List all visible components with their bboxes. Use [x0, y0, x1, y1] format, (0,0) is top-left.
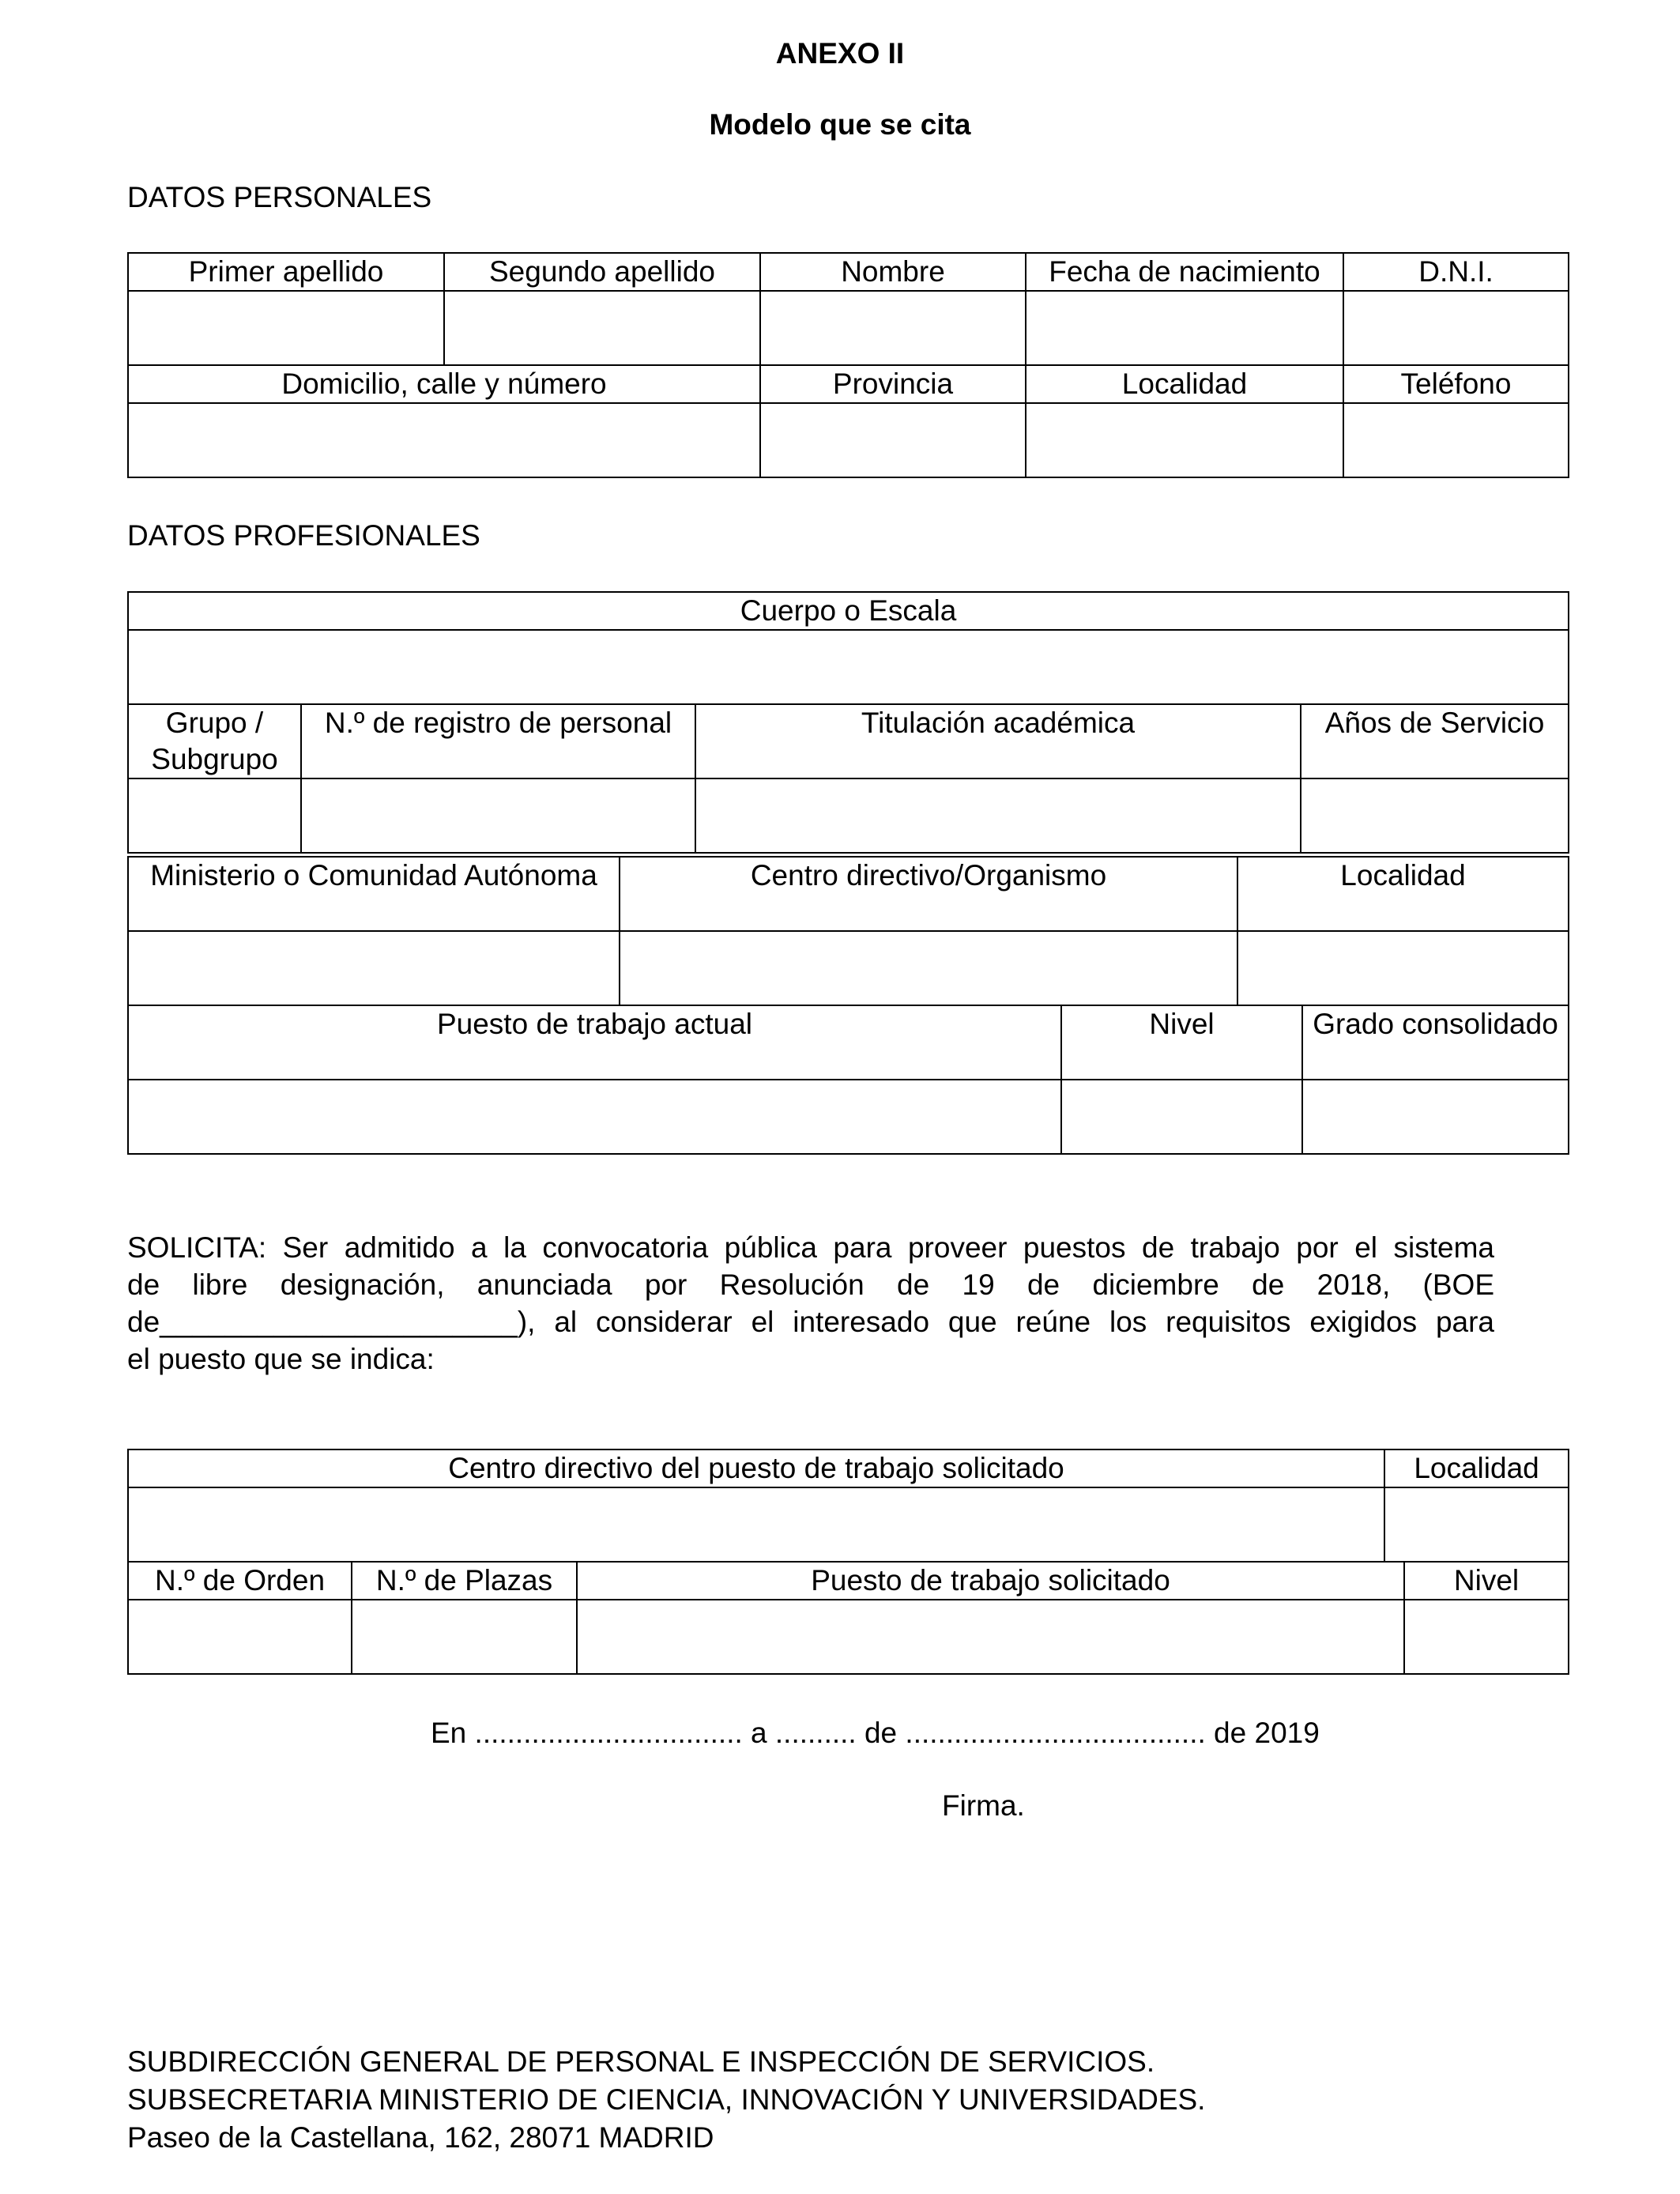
field-centro-directivo[interactable] [620, 931, 1237, 1005]
requested-post-input-row [128, 1600, 1569, 1674]
header-grupo-subgrupo: Grupo / Subgrupo [128, 704, 301, 778]
address-input-row [128, 403, 1569, 477]
field-puesto-solicitado[interactable] [577, 1600, 1404, 1674]
header-ministerio: Ministerio o Comunidad Autónoma [128, 857, 620, 931]
requested-center-header-row [128, 1449, 1569, 1487]
header-domicilio: Domicilio, calle y número [128, 365, 760, 403]
cuerpo-header-row [128, 592, 1569, 630]
request-paragraph [127, 1229, 1494, 1378]
field-anos-servicio[interactable] [1301, 778, 1569, 853]
form-subtitle: Modelo que se cita [709, 108, 971, 141]
header-segundo-apellido: Segundo apellido [444, 253, 760, 291]
place-date-line: En ................................. a .......... de ..................................... de 2019 [431, 1717, 1320, 1749]
ministerio-input-row [128, 931, 1569, 1005]
personal-input-row [128, 291, 1569, 365]
personal-header-row [128, 253, 1569, 291]
header-provincia: Provincia [760, 365, 1026, 403]
professional-section-title: DATOS PROFESIONALES [127, 519, 480, 552]
header-numero-plazas: N.º de Plazas [352, 1562, 577, 1600]
header-primer-apellido: Primer apellido [128, 253, 444, 291]
field-titulacion[interactable] [695, 778, 1301, 853]
header-puesto-solicitado: Puesto de trabajo solicitado [577, 1562, 1404, 1600]
grupo-input-row [128, 778, 1569, 853]
header-localidad-organismo: Localidad [1237, 857, 1569, 931]
request-line-2: de libre designación, anunciada por Resolución de 19 de diciembre de 2018, (BOE [127, 1269, 1494, 1301]
header-fecha-nacimiento: Fecha de nacimiento [1026, 253, 1343, 291]
header-centro-solicitado: Centro directivo del puesto de trabajo solicitado [128, 1449, 1384, 1487]
header-telefono: Teléfono [1343, 365, 1569, 403]
field-telefono[interactable] [1343, 403, 1569, 477]
field-puesto-actual[interactable] [128, 1080, 1061, 1154]
field-dni[interactable] [1343, 291, 1569, 365]
field-fecha-nacimiento[interactable] [1026, 291, 1343, 365]
field-nivel[interactable] [1061, 1080, 1302, 1154]
field-numero-plazas[interactable] [352, 1600, 577, 1674]
header-localidad: Localidad [1026, 365, 1343, 403]
personal-data-table [127, 252, 1569, 478]
header-grado-consolidado: Grado consolidado [1302, 1005, 1569, 1080]
field-segundo-apellido[interactable] [444, 291, 760, 365]
footer-line-1: SUBDIRECCIÓN GENERAL DE PERSONAL E INSPECCIÓN DE SERVICIOS. [127, 2045, 1155, 2078]
field-ministerio[interactable] [128, 931, 620, 1005]
field-nombre[interactable] [760, 291, 1026, 365]
requested-post-table [127, 1449, 1569, 1563]
requested-center-input-row [128, 1487, 1569, 1562]
puesto-header-row [128, 1005, 1569, 1080]
field-grado-consolidado[interactable] [1302, 1080, 1569, 1154]
annex-title: ANEXO II [775, 37, 905, 70]
field-centro-solicitado[interactable] [128, 1487, 1384, 1562]
header-cuerpo-escala: Cuerpo o Escala [128, 592, 1569, 630]
ministerio-header-row [128, 857, 1569, 931]
header-puesto-actual: Puesto de trabajo actual [128, 1005, 1061, 1080]
requested-post-detail-table [127, 1561, 1569, 1675]
field-grupo-subgrupo[interactable] [128, 778, 301, 853]
request-line-4: el puesto que se indica: [127, 1343, 435, 1375]
field-localidad[interactable] [1026, 403, 1343, 477]
field-cuerpo-escala[interactable] [128, 630, 1569, 704]
header-nivel: Nivel [1061, 1005, 1302, 1080]
field-domicilio[interactable] [128, 403, 760, 477]
field-primer-apellido[interactable] [128, 291, 444, 365]
professional-data-table [127, 591, 1569, 854]
signature-label: Firma. [942, 1789, 1025, 1822]
field-localidad-solicitada[interactable] [1384, 1487, 1569, 1562]
field-registro-personal[interactable] [301, 778, 695, 853]
header-registro-personal: N.º de registro de personal [301, 704, 695, 778]
puesto-actual-table [127, 1005, 1569, 1155]
footer-line-3: Paseo de la Castellana, 162, 28071 MADRID [127, 2121, 714, 2154]
header-numero-orden: N.º de Orden [128, 1562, 352, 1600]
request-line-3: de______________________), al considerar el interesado que reúne los requisitos exigidos para [127, 1306, 1494, 1338]
header-anos-servicio: Años de Servicio [1301, 704, 1569, 778]
grupo-header-row [128, 704, 1569, 778]
field-nivel-solicitado[interactable] [1404, 1600, 1569, 1674]
requested-post-header-row [128, 1562, 1569, 1600]
personal-section-title: DATOS PERSONALES [127, 181, 432, 213]
field-provincia[interactable] [760, 403, 1026, 477]
ministerio-table [127, 856, 1569, 1006]
field-numero-orden[interactable] [128, 1600, 352, 1674]
header-dni: D.N.I. [1343, 253, 1569, 291]
request-line-1: SOLICITA: Ser admitido a la convocatoria pública para proveer puestos de trabajo por el sistema [127, 1231, 1494, 1264]
address-header-row [128, 365, 1569, 403]
header-localidad-solicitada: Localidad [1384, 1449, 1569, 1487]
header-titulacion: Titulación académica [695, 704, 1301, 778]
puesto-input-row [128, 1080, 1569, 1154]
header-nivel-solicitado: Nivel [1404, 1562, 1569, 1600]
cuerpo-input-row [128, 630, 1569, 704]
field-localidad-organismo[interactable] [1237, 931, 1569, 1005]
footer-line-2: SUBSECRETARIA MINISTERIO DE CIENCIA, INNOVACIÓN Y UNIVERSIDADES. [127, 2083, 1206, 2116]
header-centro-directivo: Centro directivo/Organismo [620, 857, 1237, 931]
header-nombre: Nombre [760, 253, 1026, 291]
